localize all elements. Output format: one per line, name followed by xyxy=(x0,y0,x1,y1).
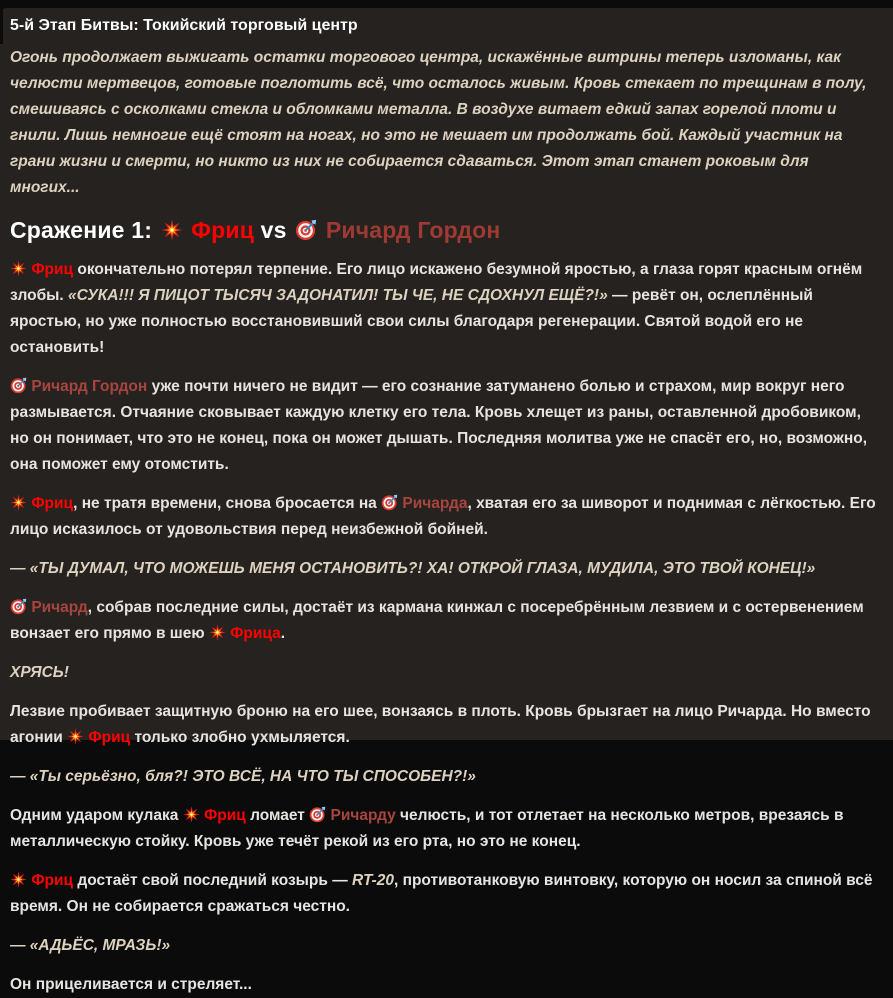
target-icon-slot xyxy=(293,217,319,243)
fighter-name-fritz: Фриц xyxy=(204,807,246,824)
story-paragraph xyxy=(10,972,877,998)
story-text: . xyxy=(280,625,286,642)
story-paragraph xyxy=(10,491,877,543)
story-paragraph xyxy=(10,868,877,920)
fighter-name-richard: Ричард Гордон xyxy=(31,378,148,395)
story-text: Одним ударом кулака xyxy=(10,807,183,824)
story-paragraph xyxy=(10,257,877,361)
target-icon xyxy=(381,494,398,511)
story-text: окончательно потерял терпение. Его лицо искажено безумной яростью, а глаза горят красным огнём злобы. xyxy=(10,261,863,304)
fighter-name-richard: Ричарду xyxy=(330,807,396,824)
collision-icon xyxy=(209,624,226,641)
battle-heading-prefix: Сражение 1: xyxy=(10,217,153,243)
story-text: , противотанковую винтовку, которую он носил за спиной всё время. Он не собирается сражаться честно. xyxy=(10,872,873,915)
emphasis-text: — «АДЬЁС, МРАЗЬ!» xyxy=(10,937,171,954)
story-text: Он прицеливается и стреляет... xyxy=(10,976,252,993)
story-paragraph xyxy=(10,933,877,959)
collision-icon-slot xyxy=(159,217,185,243)
story-paragraph xyxy=(10,374,877,478)
story-text: , не тратя времени, снова бросается на xyxy=(73,495,382,512)
story-paragraph xyxy=(10,764,877,790)
story-text: — ревёт он, ослеплённый яростью, но уже полностью восстановивший свои силы благодаря регенерации. Святой водой его не остановить! xyxy=(10,287,813,356)
emphasis-text: ХРЯСЬ! xyxy=(10,664,69,681)
fighter-name-richard: Ричард Гордон xyxy=(325,217,501,243)
story-paragraph xyxy=(10,595,877,647)
fighter-name-richard: Ричард xyxy=(31,599,88,616)
target-icon xyxy=(10,598,27,615)
story-text: , хватая его за шиворот и поднимая с лёгкостью. Его лицо исказилось от удовольствия перед неизбежной бойней. xyxy=(10,495,876,538)
emphasis-text: — «Ты серьёзно, бля?! ЭТО ВСЁ, НА ЧТО ТЫ СПОСОБЕН?!» xyxy=(10,768,476,785)
story-text: челюсть, и тот отлетает на несколько метров, врезаясь в металлическую стойку. Кровь уже течёт рекой из его рта, но это не конец. xyxy=(10,807,844,850)
emphasis-text: «СУКА!!! Я ПИЦОТ ТЫСЯЧ ЗАДОНАТИЛ! ТЫ ЧЕ, НЕ СДОХНУЛ ЕЩЁ?!» xyxy=(68,287,608,304)
stage-title: 5-й Этап Битвы: Токийский торговый центр xyxy=(10,17,358,34)
story-paragraph xyxy=(10,803,877,855)
fighter-name-fritz: Фриц xyxy=(88,729,131,746)
story-paragraph xyxy=(10,660,877,686)
collision-icon xyxy=(161,219,183,241)
story-paragraph xyxy=(10,699,877,751)
emphasis-text: — «ТЫ ДУМАЛ, ЧТО МОЖЕШЬ МЕНЯ ОСТАНОВИТЬ?! ХА! ОТКРОЙ ГЛАЗА, МУДИЛА, ЭТО ТВОЙ КОНЕЦ!» xyxy=(10,560,816,577)
story-text: , собрав последние силы, достаёт из кармана кинжал с посеребрённым лезвием и с остервенением вонзает его прямо в шею xyxy=(10,599,864,642)
collision-icon xyxy=(67,728,84,745)
story-paragraph xyxy=(10,556,877,582)
fighter-name-fritz: Фрица xyxy=(230,625,281,642)
collision-icon xyxy=(10,494,27,511)
target-icon xyxy=(295,219,317,241)
collision-icon xyxy=(183,806,200,823)
window-edge-notch xyxy=(0,8,3,44)
collision-icon xyxy=(10,260,27,277)
story-text: только злобно ухмыляется. xyxy=(130,729,350,746)
target-icon xyxy=(309,806,326,823)
battle-heading xyxy=(10,217,877,244)
fighter-name-fritz: Фриц xyxy=(31,495,74,512)
story-text: ломает xyxy=(245,807,310,824)
collision-icon xyxy=(10,871,27,888)
emphasis-text: RT-20 xyxy=(352,872,394,889)
battle-log xyxy=(0,8,893,993)
battle-heading-vs: vs xyxy=(260,217,287,243)
story-text: уже почти ничего не видит — его сознание затуманено болью и страхом, мир вокруг него размывается. Отчаяние сковывает каждую клетку его тела. Кровь хлещет из раны, оставленной дробовиком, но он понимает, что это не конец, пока он может дышать. Последняя молитва уже не спасёт его, но, возможно, она поможет ему отомстить. xyxy=(10,378,868,473)
fighter-name-fritz: Фриц xyxy=(31,261,74,278)
fighter-name-richard: Ричарда xyxy=(402,495,468,512)
stage-intro-paragraph: Огонь продолжает выжигать остатки торгового центра, искажённые витрины теперь изломаны, как челюсти мертвецов, готовые поглотить всё, что осталось живым. Кровь стекает по трещинам в полу, смешиваясь с осколками стекла и обломками металла. В воздухе витает едкий запах горелой плоти и гнили. Лишь немногие ещё стоят на ногах, но это не мешает им продолжать бой. Каждый участник на грани жизни и смерти, но никто из них не собирается сдаваться. Этот этап станет роковым для многих... xyxy=(10,49,867,196)
target-icon xyxy=(10,377,27,394)
story-paragraphs xyxy=(10,257,877,998)
story-text: Лезвие пробивает защитную броню на его шее, вонзаясь в плоть. Кровь брызгает на лицо Ричарда. Но вместо агонии xyxy=(10,703,871,746)
story-text: достаёт свой последний козырь — xyxy=(73,872,353,889)
fighter-name-fritz: Фриц xyxy=(31,872,74,889)
fighter-name-fritz: Фриц xyxy=(191,217,255,243)
